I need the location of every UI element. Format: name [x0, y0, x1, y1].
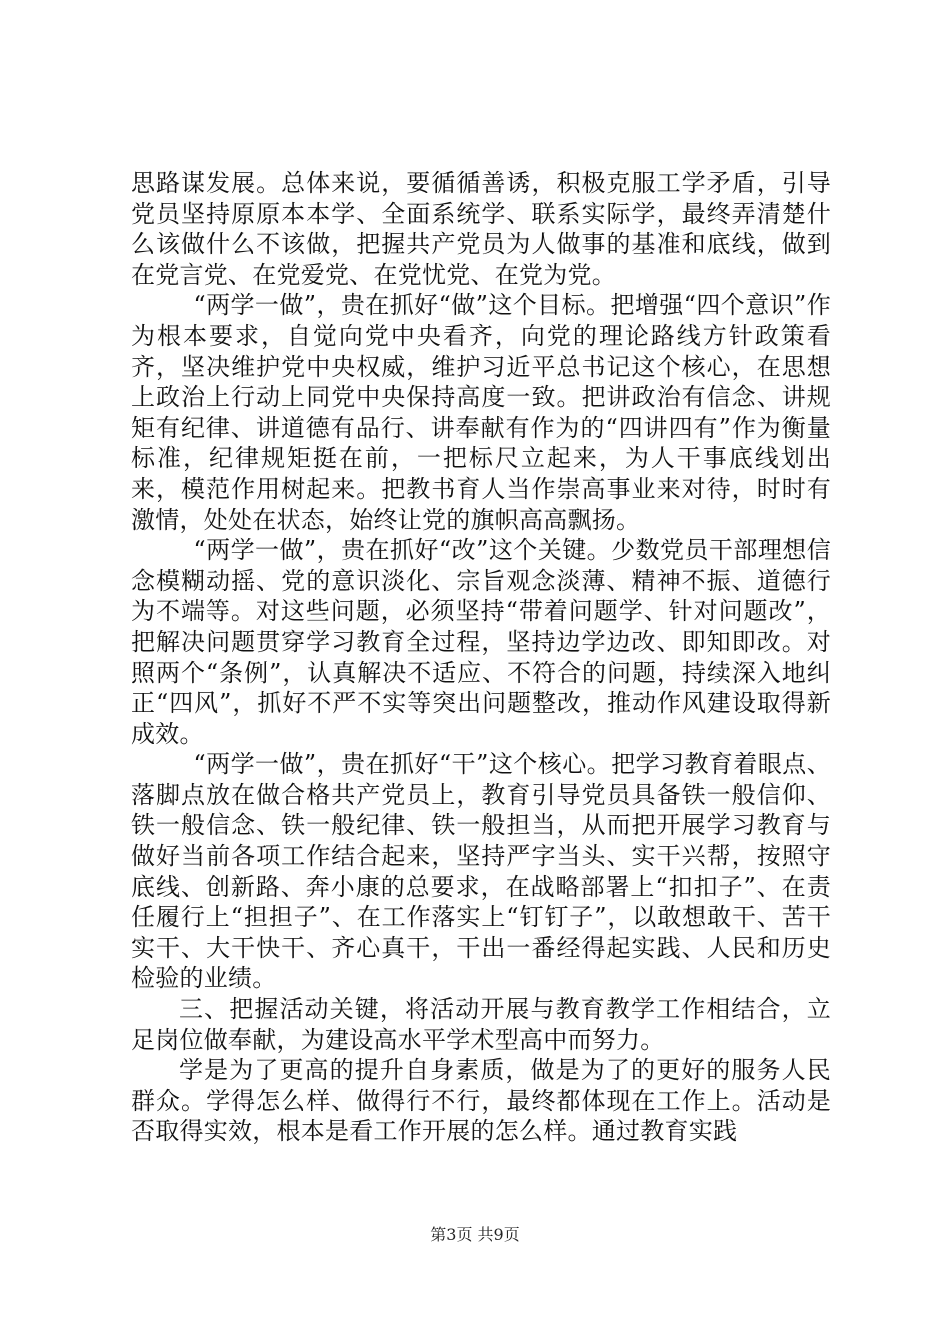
paragraph-zuo: “两学一做”，贵在抓好“做”这个目标。把增强“四个意识”作为根本要求，自觉向党中央看齐，向党的理论路线方针政策看齐，坚决维护党中央权威，维护习近平总书记这个核心，在思想上政治上行动上同党中央保持高度一致。把讲政治有信念、讲规矩有纪律、讲道德有品行、讲奉献有作为的“四讲四有”作为衡量标准，纪律规矩挺在前，一把标尺立起来，为人干事底线划出来，模范作用树起来。把教书育人当作崇高事业来对待，时时有激情，处处在状态，始终让党的旗帜高高飘扬。	[131, 291, 831, 534]
page-number-footer: 第3页 共9页	[430, 1225, 520, 1244]
paragraph-gan: “两学一做”，贵在抓好“干”这个核心。把学习教育着眼点、落脚点放在做合格共产党员上，教育引导党员具备铁一般信仰、铁一般信念、铁一般纪律、铁一般担当，从而把开展学习教育与做好当前各项工作结合起来，坚持严字当头、实干兴帮，按照守底线、创新路、奔小康的总要求，在战略部署上“扣扣子”、在责任履行上“担担子”、在工作落实上“钉钉子”，以敢想敢干、苦干实干、大干快干、齐心真干，干出一番经得起实践、人民和历史检验的业绩。	[131, 750, 831, 993]
paragraph-gai: “两学一做”，贵在抓好“改”这个关键。少数党员干部理想信念模糊动摇、党的意识淡化、宗旨观念淡薄、精神不振、道德行为不端等。对这些问题，必须坚持“带着问题学、针对问题改”，把解决问题贯穿学习教育全过程，坚持边学边改、即知即改。对照两个“条例”，认真解决不适应、不符合的问题，持续深入地纠正“四风”，抓好不严不实等突出问题整改，推动作风建设取得新成效。	[131, 536, 831, 748]
document-body	[131, 168, 831, 1147]
section-heading-three: 三、把握活动关键，将活动开展与教育教学工作相结合，立足岗位做奉献，为建设高水平学术型高中而努力。	[131, 995, 831, 1054]
paragraph-study: 学是为了更高的提升自身素质，做是为了的更好的服务人民群众。学得怎么样、做得行不行，最终都体现在工作上。活动是否取得实效，根本是看工作开展的怎么样。通过教育实践	[131, 1056, 831, 1146]
paragraph-continuation: 思路谋发展。总体来说，要循循善诱，积极克服工学矛盾，引导党员坚持原原本本学、全面系统学、联系实际学，最终弄清楚什么该做什么不该做，把握共产党员为人做事的基准和底线，做到在党言党、在党爱党、在党忧党、在党为党。	[131, 169, 831, 289]
